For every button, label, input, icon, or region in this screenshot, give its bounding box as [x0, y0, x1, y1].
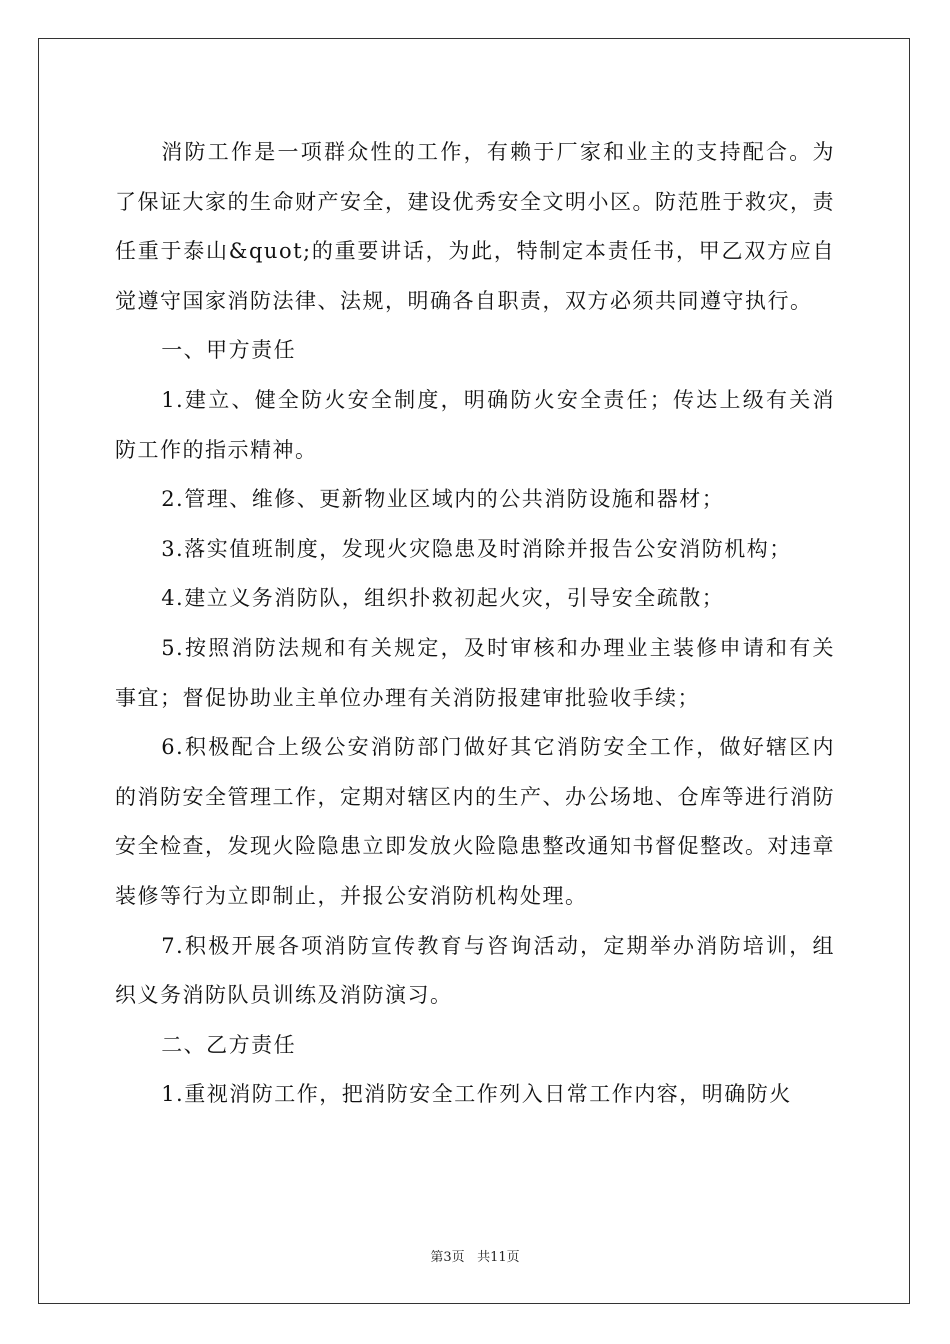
paragraph-b1: 1.重视消防工作，把消防安全工作列入日常工作内容，明确防火	[161, 1082, 792, 1107]
paragraph-a4: 4.建立义务消防队，组织扑救初起火灾，引导安全疏散；	[161, 586, 725, 611]
paragraph-a7: 7.积极开展各项消防宣传教育与咨询活动，定期举办消防培训，组织义务消防队员训练及消防演习。	[115, 933, 835, 1008]
page-total: 共11页	[477, 1250, 520, 1265]
paragraph-a2: 2.管理、维修、更新物业区域内的公共消防设施和器材；	[161, 487, 725, 512]
paragraph-a6: 6.积极配合上级公安消防部门做好其它消防安全工作，做好辖区内的消防安全管理工作，定期对辖区内的生产、办公场地、仓库等进行消防安全检查，发现火险隐患立即发放火险隐患整改通知书督促整改。对违章装修等行为立即制止，并报公安消防机构处理。	[115, 735, 835, 908]
document-body	[115, 128, 835, 1120]
paragraph-a5: 5.按照消防法规和有关规定，及时审核和办理业主装修申请和有关事宜；督促协助业主单位办理有关消防报建审批验收手续；	[115, 635, 835, 710]
paragraph-a3: 3.落实值班制度，发现火灾隐患及时消除并报告公安消防机构；	[161, 536, 792, 561]
page-number: 第3页	[430, 1250, 465, 1265]
page-footer	[0, 1246, 950, 1265]
heading-party-b: 二、乙方责任	[161, 1032, 297, 1057]
paragraph-a1: 1.建立、健全防火安全制度，明确防火安全责任；传达上级有关消防工作的指示精神。	[115, 387, 835, 462]
paragraph-intro: 消防工作是一项群众性的工作，有赖于厂家和业主的支持配合。为了保证大家的生命财产安全，建设优秀安全文明小区。防范胜于救灾，责任重于泰山&quot;的重要讲话，为此，特制定本责任书，甲乙双方应自觉遵守国家消防法律、法规，明确各自职责，双方必须共同遵守执行。	[115, 140, 835, 313]
heading-party-a: 一、甲方责任	[161, 338, 297, 363]
